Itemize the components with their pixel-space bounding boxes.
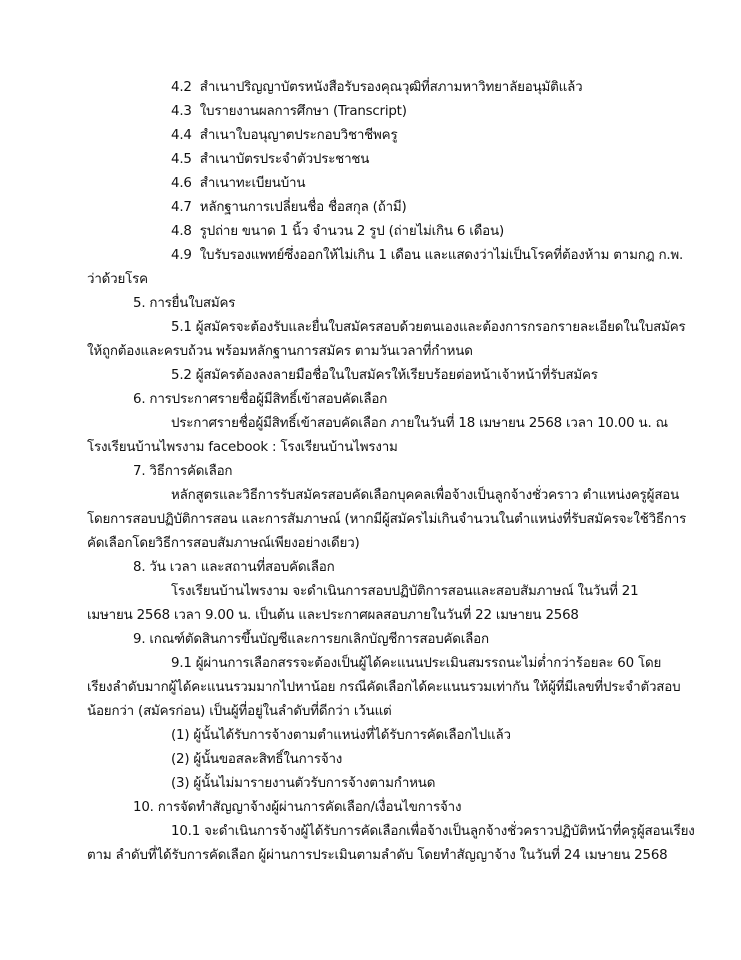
section-9-1-line-1: 9.1 ผู้ผ่านการเลือกสรรจะต้องเป็นผู้ได้คะแนนประเมินสมรรถนะไม่ต่ำกว่าร้อยละ 60 โดย xyxy=(171,656,662,671)
item-text: รูปถ่าย ขนาด 1 นิ้ว จำนวน 2 รูป (ถ่ายไม่เกิน 6 เดือน) xyxy=(199,224,505,239)
list-item-4-9-continuation: ว่าด้วยโรค xyxy=(87,272,148,287)
section-10-1-line-1: 10.1 จะดำเนินการจ้างผู้ได้รับการคัดเลือกเพื่อจ้างเป็นลูกจ้างชั่วคราวปฏิบัติหน้าที่ครูผู้สอนเรียง xyxy=(171,824,695,839)
section-8-line-1: โรงเรียนบ้านไพรงาม จะดำเนินการสอบปฏิบัติการสอนและสอบสัมภาษณ์ ในวันที่ 21 xyxy=(171,584,639,599)
section-6-heading: 6. การประกาศรายชื่อผู้มีสิทธิ์เข้าสอบคัดเลือก xyxy=(133,392,388,407)
section-7-heading: 7. วิธีการคัดเลือก xyxy=(133,464,233,479)
section-9-sub-item-3: (3) ผู้นั้นไม่มารายงานตัวรับการจ้างตามกำหนด xyxy=(171,776,436,791)
item-text: สำเนาบัตรประจำตัวประชาชน xyxy=(199,152,370,167)
section-9-1-line-2: เรียงลำดับมากผู้ได้คะแนนรวมมากไปหาน้อย กรณีคัดเลือกได้คะแนนรวมเท่ากัน ให้ผู้ที่มีเลขที่ประจำตัวสอบ xyxy=(87,680,681,695)
section-5-1-line-2: ให้ถูกต้องและครบถ้วน พร้อมหลักฐานการสมัคร ตามวันเวลาที่กำหนด xyxy=(87,344,473,359)
item-text: สำเนาทะเบียนบ้าน xyxy=(199,176,306,191)
list-item-4-8 xyxy=(171,223,504,241)
list-item-4-4 xyxy=(171,127,397,145)
item-number: 4.2 xyxy=(171,80,192,95)
section-8-line-2: เมษายน 2568 เวลา 9.00 น. เป็นต้น และประกาศผลสอบภายในวันที่ 22 เมษายน 2568 xyxy=(87,608,579,623)
list-item-4-5 xyxy=(171,151,369,169)
section-6-line-2: โรงเรียนบ้านไพรงาม facebook : โรงเรียนบ้านไพรงาม xyxy=(87,440,398,455)
section-7-line-1: หลักสูตรและวิธีการรับสมัครสอบคัดเลือกบุคคลเพื่อจ้างเป็นลูกจ้างชั่วคราว ตำแหน่งครูผู้สอน xyxy=(171,488,680,503)
section-10-1-line-2: ตาม ลำดับที่ได้รับการคัดเลือก ผู้ผ่านการประเมินตามลำดับ โดยทำสัญญาจ้าง ในวันที่ 24 เมษายน 2568 xyxy=(87,848,668,863)
section-6-line-1: ประกาศรายชื่อผู้มีสิทธิ์เข้าสอบคัดเลือก ภายในวันที่ 18 เมษายน 2568 เวลา 10.00 น. ณ xyxy=(171,416,668,431)
section-5-heading: 5. การยื่นใบสมัคร xyxy=(133,296,236,311)
item-number: 4.3 xyxy=(171,104,192,119)
item-number: 4.4 xyxy=(171,128,192,143)
section-9-sub-item-1: (1) ผู้นั้นได้รับการจ้างตามตำแหน่งที่ได้รับการคัดเลือกไปแล้ว xyxy=(171,728,511,743)
section-10-heading: 10. การจัดทำสัญญาจ้างผู้ผ่านการคัดเลือก/เงื่อนไขการจ้าง xyxy=(133,800,462,815)
section-7-line-2: โดยการสอบปฏิบัติการสอน และการสัมภาษณ์ (หากมีผู้สมัครไม่เกินจำนวนในตำแหน่งที่รับสมัครจะใช้วิธีการ xyxy=(87,512,687,527)
list-item-4-9 xyxy=(171,247,683,265)
list-item-4-6 xyxy=(171,175,305,193)
item-number: 4.8 xyxy=(171,224,192,239)
section-7-line-3: คัดเลือกโดยวิธีการสอบสัมภาษณ์เพียงอย่างเดียว) xyxy=(87,536,360,551)
item-text: หลักฐานการเปลี่ยนชื่อ ชื่อสกุล (ถ้ามี) xyxy=(199,200,407,215)
list-item-4-3 xyxy=(171,103,407,121)
section-5-1-line-1: 5.1 ผู้สมัครจะต้องรับและยื่นใบสมัครสอบด้วยตนเองและต้องการกรอกรายละเอียดในใบสมัคร xyxy=(171,320,686,335)
item-text: สำเนาใบอนุญาตประกอบวิชาชีพครู xyxy=(199,128,398,143)
item-text: ใบรายงานผลการศึกษา (Transcript) xyxy=(199,104,407,119)
section-9-sub-item-2: (2) ผู้นั้นขอสละสิทธิ์ในการจ้าง xyxy=(171,752,343,767)
section-5-2-line-1: 5.2 ผู้สมัครต้องลงลายมือชื่อในใบสมัครให้เรียบร้อยต่อหน้าเจ้าหน้าที่รับสมัคร xyxy=(171,368,598,383)
item-number: 4.5 xyxy=(171,152,192,167)
item-text: ใบรับรองแพทย์ซึ่งออกให้ไม่เกิน 1 เดือน และแสดงว่าไม่เป็นโรคที่ต้องห้าม ตามกฎ ก.พ. xyxy=(199,248,684,263)
section-9-heading: 9. เกณฑ์ตัดสินการขึ้นบัญชีและการยกเลิกบัญชีการสอบคัดเลือก xyxy=(133,632,489,647)
item-number: 4.7 xyxy=(171,200,192,215)
item-text: สำเนาปริญญาบัตรหนังสือรับรองคุณวุฒิที่สภามหาวิทยาลัยอนุมัติแล้ว xyxy=(199,80,583,95)
section-9-1-line-3: น้อยกว่า (สมัครก่อน) เป็นผู้ที่อยู่ในลำดับที่ดีกว่า เว้นแต่ xyxy=(87,704,392,719)
item-number: 4.9 xyxy=(171,248,192,263)
item-number: 4.6 xyxy=(171,176,192,191)
list-item-4-7 xyxy=(171,199,407,217)
list-item-4-2 xyxy=(171,79,582,97)
section-8-heading: 8. วัน เวลา และสถานที่สอบคัดเลือก xyxy=(133,560,335,575)
